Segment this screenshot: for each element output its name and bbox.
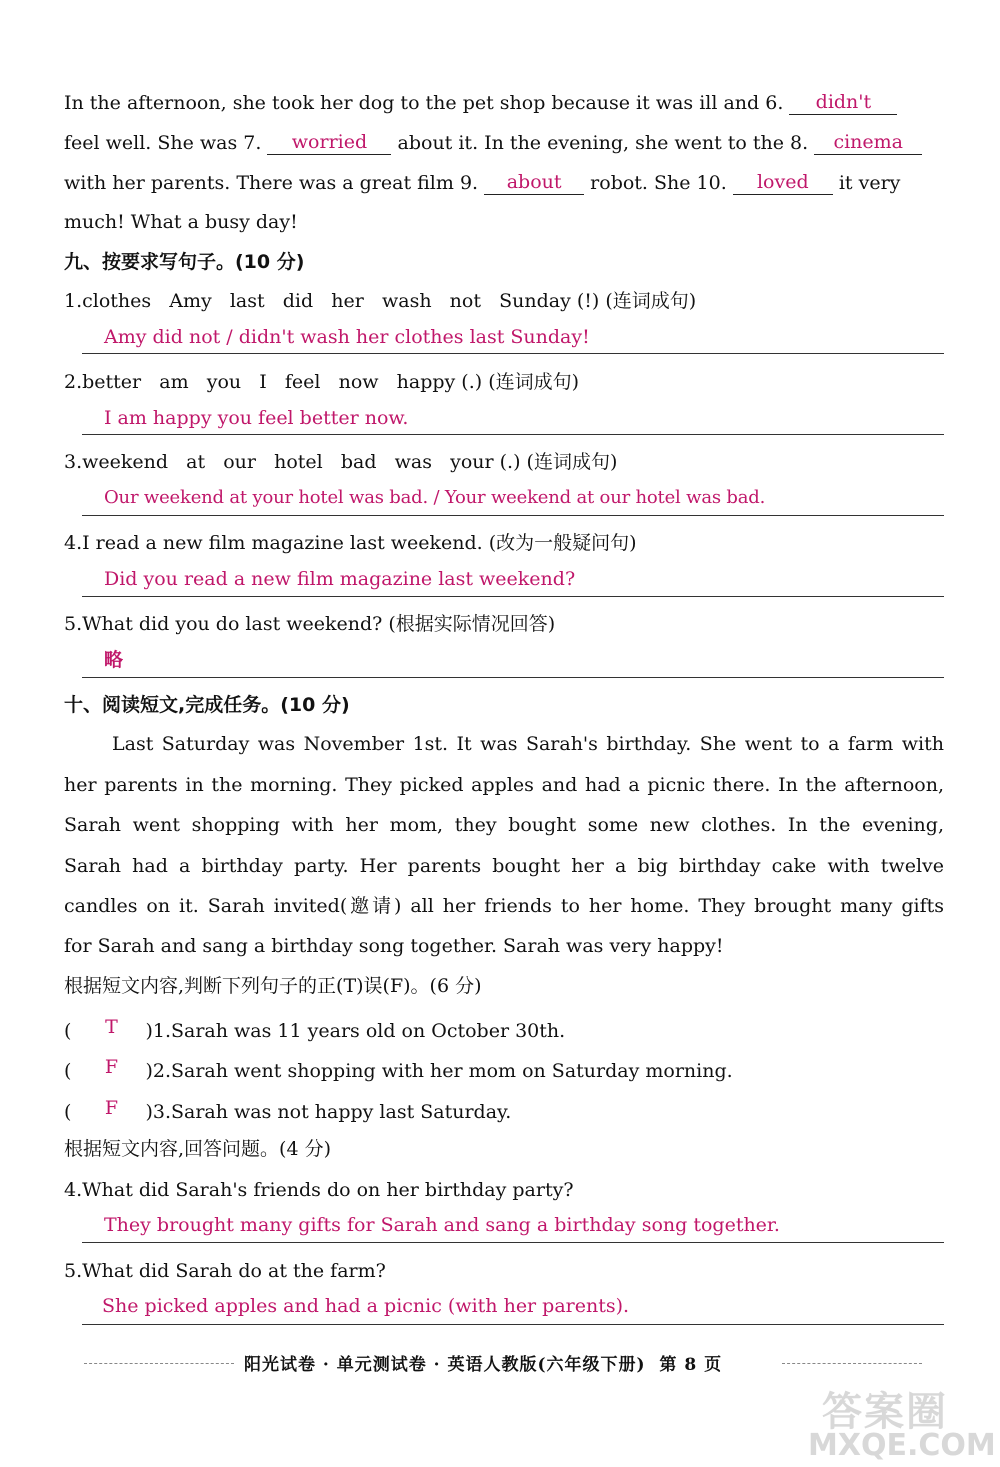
- footer-dots-right: [782, 1363, 922, 1364]
- s9-question-1: 1.clothes Amy last did her wash not Sunday (!) (连词成句): [64, 290, 697, 312]
- answer-line: [82, 596, 944, 597]
- watermark-logo: 答案圈: [822, 1389, 948, 1435]
- blank-10-answer: loved: [733, 170, 833, 195]
- s9-answer-3: Our weekend at your hotel was bad. / Your weekend at our hotel was bad.: [104, 487, 766, 508]
- qa-question-4: 4.What did Sarah's friends do on her birthday party?: [64, 1179, 574, 1201]
- tf-answer-1: T: [105, 1016, 118, 1038]
- passage-line-4: much! What a busy day!: [64, 211, 298, 233]
- section-10-heading: 十、阅读短文,完成任务。(10 分): [64, 694, 350, 716]
- qa-answer-4: They brought many gifts for Sarah and sang a birthday song together.: [104, 1214, 780, 1236]
- tf-statement-2: )2.Sarah went shopping with her mom on Saturday morning.: [145, 1060, 733, 1082]
- answer-line: [82, 515, 944, 516]
- reading-passage-line: Sarah had a birthday party. Her parents bought her a big birthday cake with twelve: [64, 855, 944, 877]
- reading-passage-line: Sarah went shopping with her mom, they bought some new clothes. In the evening,: [64, 814, 944, 836]
- tf-statement-1: )1.Sarah was 11 years old on October 30th.: [145, 1020, 566, 1042]
- tf-answer-2: F: [104, 1056, 119, 1078]
- passage-line-2: [64, 130, 922, 155]
- passage-line-1: [64, 90, 897, 115]
- passage-text: feel well. She was 7.: [64, 132, 262, 154]
- passage-text: robot. She 10.: [590, 172, 727, 194]
- qa-instruction: 根据短文内容,回答问题。(4 分): [64, 1138, 331, 1160]
- blank-9-answer: about: [484, 170, 584, 195]
- tf-answer-3: F: [104, 1097, 119, 1119]
- blank-8-answer: cinema: [814, 130, 922, 155]
- passage-line-3: [64, 170, 900, 195]
- answer-line: [82, 1324, 944, 1325]
- section-9-heading: 九、按要求写句子。(10 分): [64, 251, 305, 273]
- s9-question-5: 5.What did you do last weekend? (根据实际情况回答): [64, 613, 556, 635]
- passage-text: about it. In the evening, she went to the 8.: [397, 132, 809, 154]
- footer-text: 阳光试卷 · 单元测试卷 · 英语人教版(六年级下册) 第 8 页: [244, 1355, 723, 1375]
- answer-line: [82, 353, 944, 354]
- reading-passage-line: Last Saturday was November 1st. It was Sarah's birthday. She went to a farm with: [112, 733, 944, 755]
- blank-7-answer: worried: [267, 130, 391, 155]
- s9-answer-2: I am happy you feel better now.: [104, 407, 409, 429]
- blank-6-answer: didn't: [789, 90, 897, 115]
- s9-answer-5: 略: [104, 649, 124, 671]
- reading-passage-line: candles on it. Sarah invited(邀请) all her friends to her home. They brought many gifts: [64, 895, 944, 917]
- s9-answer-4: Did you read a new film magazine last weekend?: [104, 568, 576, 590]
- open-paren: (: [64, 1060, 72, 1082]
- answer-line: [82, 677, 944, 678]
- passage-text: In the afternoon, she took her dog to the pet shop because it was ill and 6.: [64, 92, 784, 114]
- open-paren: (: [64, 1020, 72, 1042]
- s9-question-3: 3.weekend at our hotel bad was your (.) (连词成句): [64, 451, 618, 473]
- qa-answer-5: She picked apples and had a picnic (with her parents).: [102, 1295, 630, 1317]
- tf-item-3: [64, 1096, 511, 1124]
- s9-question-2: 2.better am you I feel now happy (.) (连词成句): [64, 371, 580, 393]
- tf-instruction: 根据短文内容,判断下列句子的正(T)误(F)。(6 分): [64, 975, 482, 997]
- tf-statement-3: )3.Sarah was not happy last Saturday.: [145, 1101, 512, 1123]
- passage-text: it very: [838, 172, 901, 194]
- watermark-url: MXQE.COM: [808, 1428, 996, 1463]
- tf-item-1: [64, 1015, 565, 1043]
- s9-question-4: 4.I read a new film magazine last weekend. (改为一般疑问句): [64, 532, 637, 554]
- tf-item-2: [64, 1055, 733, 1083]
- open-paren: (: [64, 1101, 72, 1123]
- answer-line: [82, 1242, 944, 1243]
- footer-dots-left: [84, 1363, 234, 1364]
- s9-answer-1: Amy did not / didn't wash her clothes last Sunday!: [104, 326, 590, 348]
- reading-passage-line: for Sarah and sang a birthday song together. Sarah was very happy!: [64, 935, 724, 957]
- qa-question-5: 5.What did Sarah do at the farm?: [64, 1260, 386, 1282]
- reading-passage-line: her parents in the morning. They picked apples and had a picnic there. In the afternoon,: [64, 774, 944, 796]
- passage-text: with her parents. There was a great film 9.: [64, 172, 479, 194]
- answer-line: [82, 434, 944, 435]
